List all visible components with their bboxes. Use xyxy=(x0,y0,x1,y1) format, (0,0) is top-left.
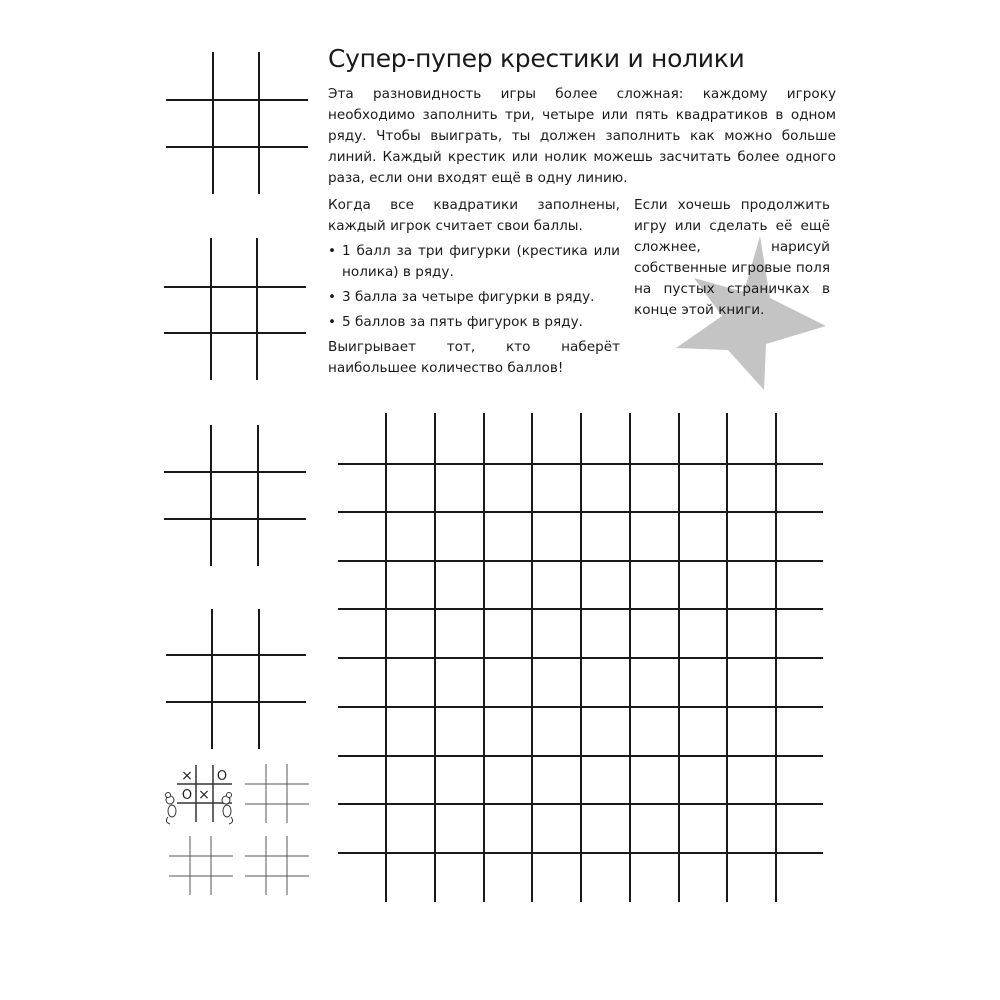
example-cell: × xyxy=(181,768,193,784)
intro-paragraph: Эта разновидность игры более сложная: каждому игроку необходимо заполнить три, четыре или пять квадратиков в одном ряду. Чтобы выиграть, ты должен заполнить как можно больше линий. Каждый крестик или нолик можешь засчитать более одного раза, если они входят ещё в одну линию. xyxy=(328,86,836,186)
example-cell: × xyxy=(198,787,210,803)
tic-tac-toe-board-3[interactable] xyxy=(164,425,306,566)
mini-board-bottom-left[interactable] xyxy=(169,836,233,895)
scoring-item: • 5 баллов за пять фигурок в ряду. xyxy=(328,312,620,333)
tic-tac-toe-board-1[interactable] xyxy=(166,52,308,194)
example-cell: O xyxy=(216,769,228,784)
scoring-item: • 3 балла за четыре фигурки в ряду. xyxy=(328,287,620,308)
mouse-character-icon xyxy=(166,793,177,825)
tic-tac-toe-board-2[interactable] xyxy=(164,238,306,380)
large-game-grid[interactable] xyxy=(338,413,823,902)
page-title: Супер-пупер крестики и нолики xyxy=(328,44,745,73)
scoring-item: • 1 балл за три фигурки (крестика или нолика) в ряду. xyxy=(328,241,620,283)
example-board xyxy=(166,765,233,824)
example-cell: O xyxy=(181,788,193,803)
scoring-conclusion: Выигрывает тот, кто наберёт наибольшее количество баллов! xyxy=(328,339,620,376)
continue-note: Если хочешь продолжить игру или сделать её ещё сложнее, нарисуй собственные игровые поля на пустых страничках в конце этой книги. xyxy=(634,197,830,318)
mini-board-top-right[interactable] xyxy=(245,764,309,823)
mouse-character-icon xyxy=(222,793,233,825)
tic-tac-toe-board-4[interactable] xyxy=(166,609,306,749)
scoring-lead: Когда все квадратики заполнены, каждый игрок считает свои баллы. xyxy=(328,197,620,234)
mini-board-bottom-right[interactable] xyxy=(245,836,309,895)
